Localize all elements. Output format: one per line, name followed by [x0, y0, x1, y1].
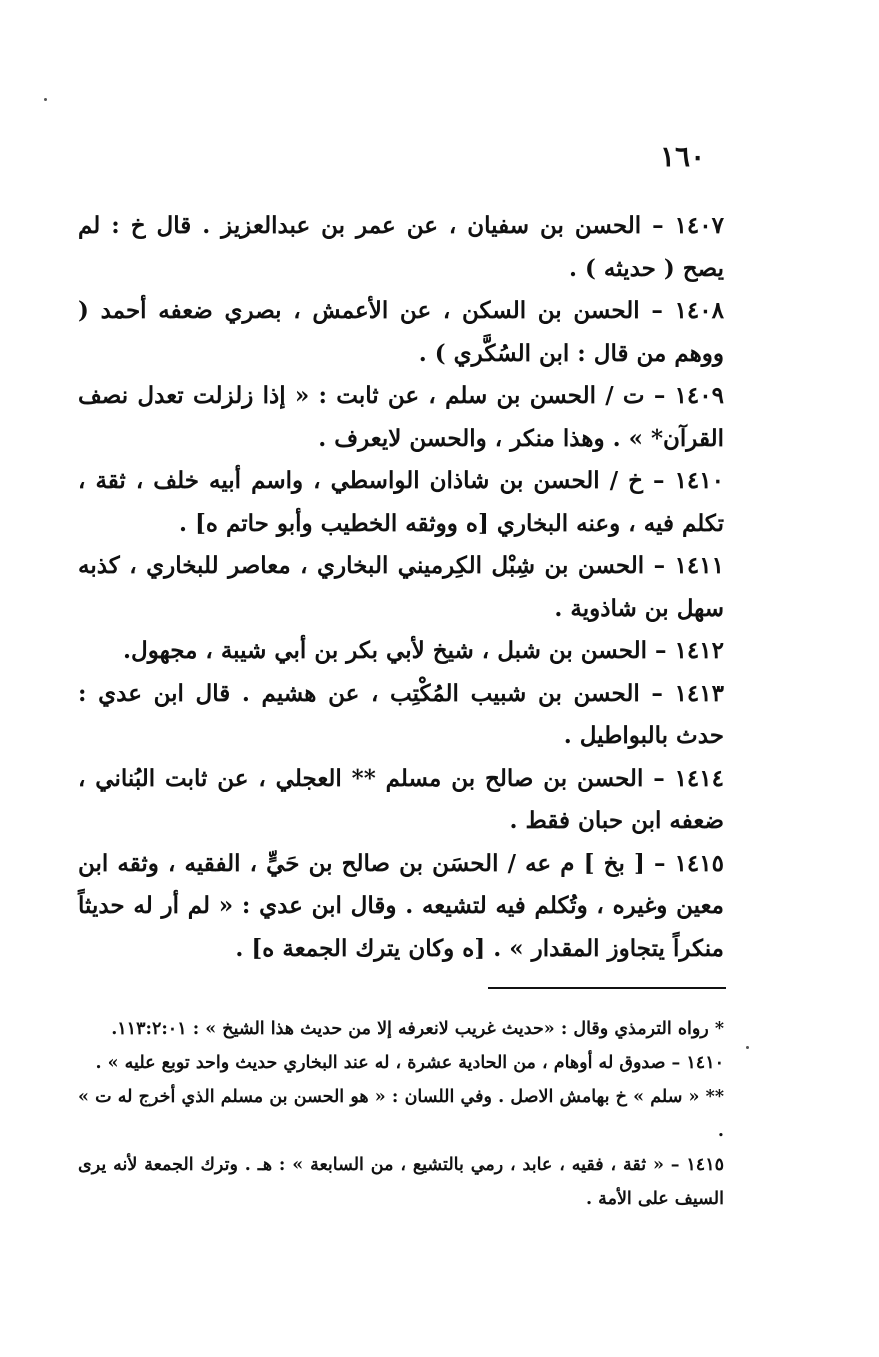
scan-speck: [44, 98, 47, 101]
entry-1414: ١٤١٤ – الحسن بن صالح بن مسلم ** العجلي ، عن ثابت البُناني ، ضعفه ابن حبان فقط .: [78, 764, 724, 834]
page-number: ١٦٠: [660, 140, 706, 173]
main-text: [78, 205, 724, 970]
entry-1411: ١٤١١ – الحسن بن شِبْل الكِرميني البخاري ، معاصر للبخاري ، كذبه سهل بن شاذوية .: [78, 552, 724, 622]
entry-1415: ١٤١٥ – [ بخ ] م عه / الحسَن بن صالح بن حَيٍّ ، الفقيه ، وثقه ابن معين وغيره ، وتُكلم فيه لتشيعه . وقال ابن عدي : « لم أر له حديثاً منكراً يتجاوز المقدار » . [ه وكان يترك الجمعة ه] .: [78, 849, 724, 962]
footnote-4: ١٤١٥ – « ثقة ، فقيه ، عابد ، رمي بالتشيع ، من السابعة » : هـ . وترك الجمعة لأنه يرى السيف على الأمة .: [78, 1155, 724, 1209]
footnote-3: ** « سلم » خ بهامش الاصل . وفي اللسان : « هو الحسن بن مسلم الذي أخرج له ت » .: [78, 1087, 724, 1141]
footnote-2: ١٤١٠ – صدوق له أوهام ، من الحادية عشرة ، له عند البخاري حديث واحد توبع عليه » .: [95, 1053, 724, 1073]
entry-1408: ١٤٠٨ – الحسن بن السكن ، عن الأعمش ، بصري ضعفه أحمد ( ووهم من قال : ابن السُكَّري ) .: [78, 297, 724, 367]
footnote-divider: [488, 987, 726, 989]
scan-speck: [746, 1046, 749, 1049]
entry-1410: ١٤١٠ – خ / الحسن بن شاذان الواسطي ، واسم أبيه خلف ، ثقة ، تكلم فيه ، وعنه البخاري [ه ووثقه الخطيب وأبو حاتم ه] .: [78, 467, 724, 537]
entry-1409: ١٤٠٩ – ت / الحسن بن سلم ، عن ثابت : « إذا زلزلت تعدل نصف القرآن* » . وهذا منكر ، والحسن لايعرف .: [78, 382, 724, 452]
footnotes: [78, 1012, 724, 1216]
entry-1412: ١٤١٢ – الحسن بن شبل ، شيخ لأبي بكر بن أبي شيبة ، مجهول.: [123, 637, 724, 664]
entry-1413: ١٤١٣ – الحسن بن شبيب المُكْتِب ، عن هشيم . قال ابن عدي : حدث بالبواطيل .: [78, 679, 724, 749]
footnote-1: * رواه الترمذي وقال : «حديث غريب لانعرفه إلا من حديث هذا الشيخ » : ١١٣:٢:٠١.: [111, 1019, 724, 1039]
entry-1407: ١٤٠٧ – الحسن بن سفيان ، عن عمر بن عبدالعزيز . قال خ : لم يصح ( حديثه ) .: [78, 212, 724, 282]
